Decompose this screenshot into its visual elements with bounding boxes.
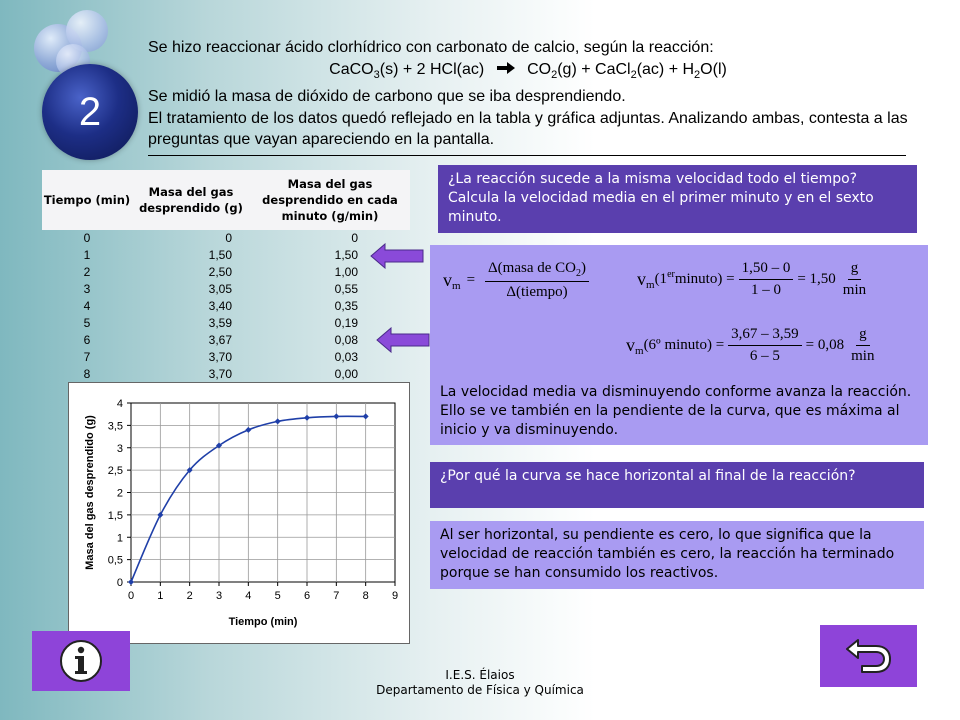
question-2: ¿Por qué la curva se hace horizontal al final de la reacción?: [430, 462, 924, 508]
table-cell: 2: [83, 265, 91, 279]
table-cell: 6: [83, 333, 91, 347]
y-tick-label: 0,5: [107, 554, 123, 567]
table-row: [42, 230, 362, 247]
intro-line-3: Se midió la masa de dióxido de carbono que se iba desprendiendo.: [148, 88, 626, 106]
formula-symbol: v: [637, 269, 646, 289]
return-arrow-icon: [844, 636, 894, 676]
table-cell: 0: [83, 231, 91, 245]
fraction: [485, 260, 589, 301]
formula-result: = 0,08: [805, 337, 845, 353]
formula-first-minute: [637, 260, 873, 299]
table-header-time: Tiempo (min): [43, 193, 131, 207]
table-cell: 0,03: [334, 350, 358, 364]
formula-sup: er: [667, 269, 675, 280]
x-tick-label: 7: [333, 590, 340, 602]
table-cell: 8: [83, 367, 91, 381]
chart-panel: [68, 382, 410, 644]
table-cell: 0,55: [334, 282, 358, 296]
intro-text: [148, 37, 908, 151]
formula-sixth-minute: [626, 326, 881, 365]
eq-part: CO: [527, 60, 552, 78]
y-tick-label: 0: [116, 577, 123, 589]
denominator: 1 – 0: [750, 282, 781, 298]
formula-text: (1: [654, 271, 668, 287]
y-tick-label: 1,5: [107, 509, 123, 522]
y-tick-label: 1: [116, 532, 123, 545]
table-cell: 0,00: [334, 367, 358, 381]
answer-1: La velocidad media va disminuyendo conforme avanza la reacción. Ello se ve también en la pendiente de la curva, que es máxima al inicio y va disminuyendo.: [440, 384, 912, 438]
y-axis-label: Masa del gas desprendido (g): [84, 415, 96, 570]
table-cell: 3,67: [208, 333, 232, 347]
eq-part: CaCO: [329, 60, 374, 78]
fraction: [739, 260, 794, 299]
eq-part: (g) + CaCl: [557, 60, 631, 78]
x-axis-label: Tiempo (min): [228, 616, 298, 628]
eq-part: (s) + 2 HCl(ac): [379, 60, 485, 78]
slide-number: 2: [78, 89, 102, 134]
table-cell: 3,70: [208, 350, 232, 364]
numerator: 3,67 – 3,59: [728, 326, 802, 346]
table-cell: 1,50: [208, 248, 232, 262]
table-cell: 4: [83, 299, 91, 313]
table-cell: 1: [83, 248, 91, 262]
formula-sub: m: [646, 278, 655, 291]
left-arrow-icon: [376, 327, 430, 353]
numerator-end: ): [581, 260, 586, 276]
eq-part: O(l): [700, 60, 727, 78]
y-tick-label: 4: [116, 398, 123, 410]
y-tick-label: 2,5: [107, 465, 123, 478]
table-cell: 3,59: [208, 316, 232, 330]
table-row: [42, 366, 362, 383]
table-cell: 0,19: [334, 316, 358, 330]
formula-text: (6º minuto) =: [643, 337, 725, 353]
info-icon: [59, 639, 103, 683]
numerator: g: [848, 260, 862, 280]
intro-line-1: Se hizo reaccionar ácido clorhídrico con carbonato de calcio, según la reacción:: [148, 39, 714, 56]
eq-part: (ac) + H: [636, 60, 695, 78]
table-cell: 0,35: [334, 299, 358, 313]
eq-sub: 2: [630, 68, 637, 81]
formula-text: minuto) =: [674, 271, 735, 287]
table-header-rate: Masa del gas desprendido en cada minuto (g/min): [262, 177, 398, 223]
reaction-arrow-icon: [489, 59, 523, 81]
x-tick-label: 9: [391, 590, 399, 602]
x-tick-label: 2: [186, 590, 193, 602]
numerator: Δ(masa de CO: [488, 260, 576, 276]
x-tick-label: 5: [274, 590, 281, 602]
x-tick-label: 8: [362, 590, 369, 602]
info-button[interactable]: [32, 631, 130, 691]
x-tick-label: 0: [127, 590, 135, 602]
mass-vs-time-chart: [69, 383, 411, 645]
denominator: Δ(tiempo): [506, 284, 568, 300]
back-button[interactable]: [820, 625, 917, 687]
table-row: [42, 247, 362, 264]
table-row: [42, 349, 362, 366]
x-tick-label: 3: [215, 590, 223, 602]
table-row: [42, 298, 362, 315]
table-cell: 0,08: [334, 333, 358, 347]
table-cell: 3: [83, 282, 91, 296]
formula-sub: m: [635, 344, 644, 357]
table-cell: 3,70: [208, 367, 232, 381]
y-tick-label: 2: [116, 487, 123, 500]
y-tick-label: 3: [116, 442, 123, 455]
table-row: [42, 281, 362, 298]
table-cell: 7: [83, 350, 91, 364]
y-tick-label: 3,5: [107, 420, 123, 433]
numerator: g: [856, 326, 870, 346]
table-row: [42, 264, 362, 281]
formula-result: = 1,50: [797, 271, 836, 287]
formula-mean-velocity: v $_m$ = $\frac{\Delta(masa de CO_2)}{\text{Δ(tiempo)}}$: [443, 260, 593, 301]
formula-symbol: v: [626, 335, 635, 355]
fraction: [728, 326, 802, 365]
table-cell: 0: [225, 231, 232, 245]
table-header: [42, 170, 410, 230]
table-cell: 2,50: [208, 265, 232, 279]
x-tick-label: 6: [303, 590, 311, 602]
left-arrow-icon: [370, 243, 424, 269]
question-1: ¿La reacción sucede a la misma velocidad todo el tiempo? Calcula la velocidad media en el primer minuto y en el sexto minuto.: [438, 165, 917, 233]
intro-line-4: El tratamiento de los datos quedó reflejado en la tabla y gráfica adjuntas. Analizando ambas, contesta a las preguntas que vayan apareciendo en la pantalla.: [148, 109, 908, 149]
chemical-equation: [148, 59, 908, 87]
denominator: min: [842, 282, 867, 298]
fraction: [840, 260, 869, 299]
numerator: 1,50 – 0: [739, 260, 794, 280]
table-cell: 5: [83, 316, 91, 330]
x-tick-label: 4: [245, 590, 252, 602]
denominator: min: [851, 348, 875, 364]
eq-sub: 2: [551, 68, 558, 81]
table-header-mass: Masa del gas desprendido (g): [139, 185, 243, 215]
divider: [148, 155, 906, 156]
footer: [330, 668, 630, 698]
formula-sub: m: [452, 279, 461, 292]
table-cell: 3,40: [208, 299, 232, 313]
denominator: 6 – 5: [749, 348, 780, 364]
eq-sub: 2: [694, 68, 701, 81]
formula-symbol: v: [443, 270, 452, 290]
school-name: I.E.S. Élaios: [445, 668, 515, 682]
department-name: Departamento de Física y Química: [376, 683, 584, 697]
table-row: [42, 315, 362, 332]
eq-sub: 3: [373, 68, 380, 81]
numerator-sub: 2: [576, 268, 581, 279]
table-row: [42, 332, 362, 349]
table-body: [42, 230, 362, 383]
answer-2: Al ser horizontal, su pendiente es cero, lo que significa que la velocidad de reacción también es cero, la reacción ha terminado porque se han consumido los reactivos.: [430, 521, 924, 589]
x-tick-label: 1: [157, 590, 164, 602]
table-cell: 1,50: [334, 248, 358, 262]
table-cell: 3,05: [208, 282, 232, 296]
fraction: [848, 326, 877, 365]
table-cell: 1,00: [334, 265, 358, 279]
table-cell: 0: [351, 231, 358, 245]
